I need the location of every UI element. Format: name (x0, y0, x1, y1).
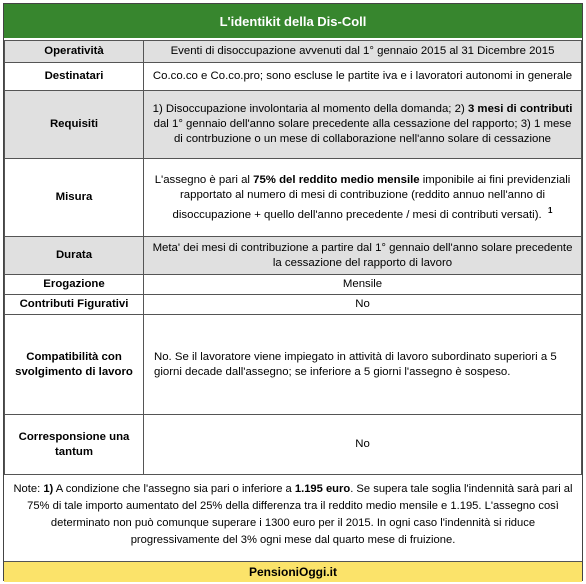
misura-text-2: imponibile ai fini previdenziali rapportato al numero di mesi di contribuzione (reddito annuo nell'anno di disoccupazione + quello dell'anno precedente / mesi di contributi versati). (172, 173, 571, 221)
note-prefix: Note: (13, 483, 44, 495)
row-value: Mensile (144, 275, 582, 295)
row-value: No (144, 415, 582, 475)
row-label: Requisiti (5, 91, 144, 159)
row-destinatari (5, 63, 582, 91)
row-value: Meta' dei mesi di contribuzione a partire dal 1° gennaio dell'anno solare precedente la cessazione del rapporto di lavoro (144, 237, 582, 275)
row-value (144, 91, 582, 159)
misura-bold: 75% del reddito medio mensile (253, 173, 420, 186)
footer-brand: PensioniOggi.it (4, 561, 582, 582)
note-text (6, 481, 580, 549)
note-text-1: A condizione che l'assegno sia pari o inferiore a (53, 483, 295, 495)
row-value (144, 159, 582, 237)
requisiti-text-2: dal 1° gennaio dell'anno solare precedente alla cessazione del rapporto; 3) 1 mese di contrbuzione o un mese di collaborazione nell'anno solare di cessazione (153, 118, 572, 145)
requisiti-bold: 3 mesi di contributi (467, 103, 573, 115)
note-amount: 1.195 euro (294, 483, 351, 495)
row-compatibilita (5, 315, 582, 415)
row-requisiti (5, 91, 582, 159)
row-label: Durata (5, 237, 144, 275)
requisiti-text-1: 1) Disoccupazione involontaria al momento della domanda; 2) (152, 103, 468, 115)
note-block (4, 479, 582, 551)
row-label: Corresponsione una tantum (5, 415, 144, 475)
row-una-tantum (5, 415, 582, 475)
row-label: Erogazione (5, 275, 144, 295)
misura-text-1: L'assegno è pari al (154, 173, 254, 186)
table-title: L'identikit della Dis-Coll (4, 4, 582, 38)
row-label: Destinatari (5, 63, 144, 91)
row-durata (5, 237, 582, 275)
row-value: No (144, 295, 582, 315)
row-operativita (5, 41, 582, 63)
row-value: Eventi di disoccupazione avvenuti dal 1° gennaio 2015 al 31 Dicembre 2015 (144, 41, 582, 63)
row-label: Contributi Figurativi (5, 295, 144, 315)
note-num: 1) (43, 483, 54, 495)
row-value: No. Se il lavoratore viene impiegato in attività di lavoro subordinato superiori a 5 giorni decade dall'assegno; se inferiore a 5 giorni l'assegno è sospeso. (144, 315, 582, 415)
row-contributi (5, 295, 582, 315)
info-table (4, 40, 582, 475)
row-label: Operatività (5, 41, 144, 63)
footnote-marker: 1 (548, 205, 553, 215)
row-label: Compatibilità con svolgimento di lavoro (5, 315, 144, 415)
row-erogazione (5, 275, 582, 295)
row-label: Misura (5, 159, 144, 237)
row-misura (5, 159, 582, 237)
note-text-2: . Se supera tale soglia l'indennità sarà pari al 75% di tale importo aumentato del 25% della differenza tra il reddito medio mensile e 1.195. L'assegno così determinato non può comunque superare i 1300 euro per il 2015. In ogni caso l'indennità si riduce progressivamente del 3% ogni mese dal quarto mese di fruizione. (27, 483, 573, 546)
row-value: Co.co.co e Co.co.pro; sono escluse le partite iva e i lavoratori autonomi in generale (144, 63, 582, 91)
